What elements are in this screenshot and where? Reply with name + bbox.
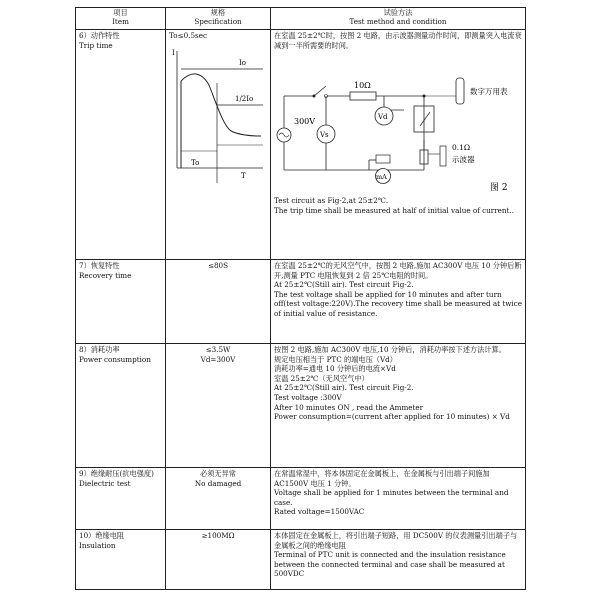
oscilloscope-symbol — [440, 146, 446, 166]
header-item — [76, 8, 166, 30]
shunt-label: 0.1Ω — [452, 143, 471, 153]
header-method-en: Test method and condition — [349, 17, 447, 26]
item-en: Insulation — [79, 540, 116, 550]
table-row-recovery — [76, 260, 526, 344]
spec-cell — [166, 344, 271, 468]
method-en-line: Power consumption=(current after applied for 10 minutes) × Vd — [274, 412, 510, 422]
method-en-line: The test voltage shall be applied for 10 minutes and after turn off(test voltage:220V).The recovery time shall be measured at twice of initial value of resistance. — [274, 289, 522, 318]
item-cn: 9）绝缘耐压(抗电强度) — [79, 469, 154, 478]
method-en-line: At 25±2℃(Still air). Test circuit Fig-2. — [274, 383, 414, 393]
item-en: Recovery time — [79, 270, 132, 280]
graph-half-label: 1/2Io — [235, 94, 254, 103]
header-spec — [166, 8, 271, 30]
method-en-line: Terminal of PTC unit is connected and the insulation resistance between the connected terminal and case shall be measured at 500VDC — [274, 550, 506, 579]
header-item-cn: 项目 — [113, 8, 128, 17]
ammeter-label: mA — [376, 173, 387, 182]
method-cn: 在常温常湿中，将本体固定在金属板上，在金属板与引出端子间施加 AC1500V 电压 1 分钟。 — [274, 469, 490, 488]
method-en-line: Voltage shall be applied for 1 minutes between the terminal and case. — [274, 488, 509, 507]
spec-cell — [166, 468, 271, 530]
method-en-line: At 25±2℃(Still air). Test circuit Fig-2. — [274, 280, 414, 290]
spec-table — [75, 7, 526, 590]
spec-value: 必须无异常 — [200, 469, 236, 478]
method-cell — [271, 530, 526, 590]
method-cn: 本体固定在金属板上，将引出端子短路，用 DC500V 的仪表测量引出端子与金属板之间的绝缘电阻 — [274, 531, 518, 550]
header-method — [271, 8, 526, 30]
header-item-en: Item — [112, 17, 129, 26]
item-en: Trip time — [79, 40, 113, 50]
item-cell — [76, 530, 166, 590]
method-cn: 在室温 25±2℃的无风空气中，按图 2 电路,施加 AC300V 电压 10 分钟后断开,测量 PTC 电阻恢复到 2 倍 25℃电阻的时间。 — [274, 261, 522, 280]
figure-label: 图 2 — [490, 183, 508, 194]
item-en: Dielectric test — [79, 478, 131, 488]
table-header-row — [76, 8, 526, 30]
graph-t-label: T — [241, 171, 246, 180]
resistor-label: 10Ω — [354, 81, 371, 91]
resistor-symbol — [350, 92, 376, 100]
method-cn: 在室温 25±2℃时，按图 2 电路，由示波器测量动作时间，即测量突入电流衰减到一半所需要的时间。 — [274, 31, 522, 50]
spec-cell — [166, 260, 271, 344]
spec-value: ≤3.5W — [205, 345, 231, 354]
table-row-dielectric — [76, 468, 526, 530]
item-cell — [76, 468, 166, 530]
method-cn: 按图 2 电路,施加 AC300V 电压,10 分钟后，消耗功率按下述方法计算。 — [274, 345, 506, 354]
method-en-line: The trip time shall be measured at half of initial value of current.. — [274, 205, 515, 215]
item-cn: 6）动作特性 — [79, 31, 120, 40]
method-en-line: Test circuit as Fig-2,at 25±2℃. — [274, 196, 389, 206]
method-cell — [271, 468, 526, 530]
header-method-cn: 试验方法 — [383, 8, 413, 17]
multimeter-label: 数字万用表 — [470, 87, 508, 97]
trip-time-graph — [169, 43, 267, 193]
spec-value: ≥100MΩ — [201, 531, 235, 540]
test-circuit-diagram — [274, 50, 522, 196]
multimeter-symbol — [456, 78, 464, 104]
graph-y-label: I — [172, 48, 175, 57]
vd-label: Vd — [378, 113, 388, 122]
item-cell — [76, 30, 166, 260]
item-cn: 7）恢复特性 — [79, 261, 120, 270]
header-spec-en: Specification — [194, 17, 242, 26]
graph-io-label: Io — [239, 58, 246, 67]
spec-cell — [166, 530, 271, 590]
spec-value: No damaged — [194, 478, 242, 488]
spec-value: Vd=300V — [200, 354, 236, 364]
method-cn: 室温 25±2℃（无风空气中） — [274, 373, 369, 383]
table-row-insulation — [76, 530, 526, 590]
scope-label: 示波器 — [452, 155, 475, 165]
method-cell — [271, 30, 526, 260]
item-cn: 10）绝缘电阻 — [79, 531, 125, 540]
spec-value: To≤0.5sec — [169, 31, 207, 40]
header-spec-cn: 规格 — [210, 8, 226, 17]
method-cn: 消耗功率=通电 10 分钟后的电流×Vd — [274, 364, 396, 374]
item-en: Power consumption — [79, 354, 151, 364]
method-cn: 规定电压相当于 PTC 的端电压（Vd） — [274, 354, 397, 364]
item-cn: 8）消耗功率 — [79, 345, 120, 354]
vs-label: Vs — [320, 131, 329, 140]
method-en-line: Rated voltage=1500VAC — [274, 507, 365, 517]
method-cell — [271, 260, 526, 344]
method-cell — [271, 344, 526, 468]
method-en-line: After 10 minutes ON , read the Ammeter — [274, 402, 424, 412]
voltage-label: 300V — [294, 117, 316, 127]
spec-cell — [166, 30, 271, 260]
item-cell — [76, 344, 166, 468]
graph-to-label: To — [191, 158, 200, 167]
method-en-line: Test voltage :300V — [274, 392, 342, 402]
table-row-power — [76, 344, 526, 468]
table-row-trip-time — [76, 30, 526, 260]
item-cell — [76, 260, 166, 344]
spec-value: ≤80S — [207, 261, 229, 270]
